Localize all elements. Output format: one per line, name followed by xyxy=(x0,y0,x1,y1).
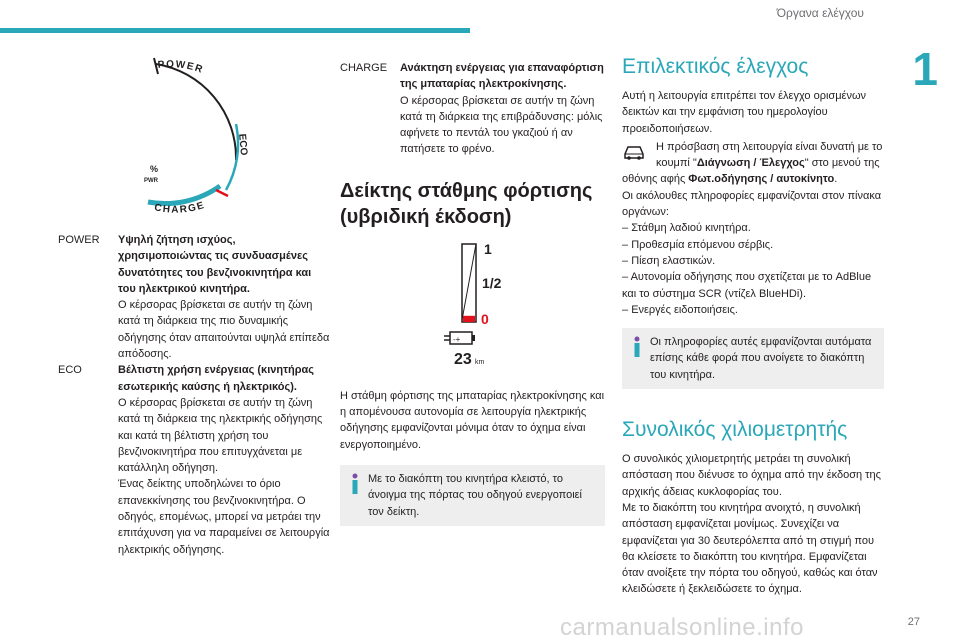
range-unit: km xyxy=(475,358,485,366)
charge-label-half: 1/2 xyxy=(482,274,502,291)
access-menu-name: Φωτ.οδήγησης / αυτοκίνητο xyxy=(688,173,835,186)
svg-text:POWER xyxy=(157,59,205,76)
range-value: 23 xyxy=(454,350,472,368)
list-item: – Πίεση ελαστικών. xyxy=(622,254,716,267)
mode-power xyxy=(58,232,330,362)
info-icon xyxy=(348,473,362,495)
gauge-label-percent: % xyxy=(150,164,159,174)
charge-zone-arc xyxy=(148,186,220,204)
gauge-needle xyxy=(216,190,228,196)
charge-level-fill xyxy=(463,316,475,322)
self-check-info-box xyxy=(622,328,884,389)
self-check-access xyxy=(622,139,884,188)
mode-key: POWER xyxy=(58,234,100,246)
list-item: – Προθεσμία επόμενου σέρβις. xyxy=(622,238,774,251)
gauge-label-power: POWER xyxy=(157,59,206,76)
list-item: – Αυτονομία οδήγησης που σχετίζεται με το AdBlue και το σύστημα SCR (ντίζελ BlueHDi). xyxy=(622,271,872,300)
self-check-list xyxy=(622,220,884,318)
mode-text: Ο κέρσορας βρίσκεται σε αυτήν τη ζώνη κατά τη διάρκεια της επιβράδυνσης: μόλις αφήνετε το πεντάλ του γκαζιού ή αν πατήσετε το φρένο. xyxy=(400,94,603,156)
access-text-pre: Η πρόσβαση στη λειτουργία είναι δυνατή με το κουμπί " xyxy=(656,140,883,170)
mode-title: Ανάκτηση ενέργειας για επαναφόρτιση της μπαταρίας ηλεκτροκίνησης. xyxy=(400,62,604,91)
charge-label-empty: 0 xyxy=(481,310,489,327)
odometer-text-1: Ο συνολικός χιλιομετρητής μετράει τη συνολική απόσταση που διένυσε το όχημα από την έκδοση της αρχικής άδειας κυκλοφορίας του. xyxy=(622,453,881,498)
access-text-end: . xyxy=(834,173,838,186)
header-accent-bar xyxy=(0,28,470,33)
watermark-text: carmanualsonline.info xyxy=(560,614,804,641)
gauge-label-pwr: PWR xyxy=(144,178,158,184)
charge-level-illustration xyxy=(340,240,605,368)
power-zone-arc xyxy=(156,64,236,160)
mode-key: ECO xyxy=(58,364,82,377)
odometer-heading: Συνολικός χιλιομετρητής xyxy=(622,418,848,442)
gauge-label-charge: CHARGE xyxy=(153,199,207,216)
page-number: 27 xyxy=(907,616,920,628)
car-icon xyxy=(622,143,646,161)
mode-title: Βέλτιστη χρήση ενέργειας (κινητήρας εσωτερικής καύσης ή ηλεκτρικός). xyxy=(118,364,315,393)
mode-text: Ο κέρσορας βρίσκεται σε αυτήν τη ζώνη κατά τη διάρκεια της ηλεκτρικής οδήγησης και κατά τη βέλτιστη χρήση του βενζινοκινητήρα που επιτυγχάνεται με κατάλληλη οδήγηση. xyxy=(118,396,323,475)
list-item: – Στάθμη λαδιού κινητήρα. xyxy=(622,222,751,235)
list-item: – Ενεργές ειδοποιήσεις. xyxy=(622,303,738,316)
mode-key: CHARGE xyxy=(340,62,388,74)
battery-plug-icon xyxy=(444,332,475,344)
chapter-number: 1 xyxy=(912,43,938,95)
mode-definitions-left xyxy=(58,232,330,558)
mode-title: Υψηλή ζήτηση ισχύος, χρησιμοποιώντας τις συνδυασμένες δυνατότητες του βενζινοκινητήρα και του ηλεκτρικού κινητήρα. xyxy=(118,234,312,295)
mode-charge xyxy=(340,60,605,158)
info-text: Με το διακόπτη του κινητήρα κλειστό, το άνοιγμα της πόρτας του οδηγού ενεργοποιεί τον δείκτη. xyxy=(368,472,583,518)
charge-indicator-description: Η στάθμη φόρτισης της μπαταρίας ηλεκτροκίνησης και η απομένουσα αυτονομία σε λειτουργία ηλεκτρικής οδήγησης εμφανίζονται μόνιμα όταν το όχημα είναι ενεργοποιημένο. xyxy=(340,389,605,451)
column-middle xyxy=(340,60,605,526)
charge-level-gauge xyxy=(340,240,605,368)
self-check-list-intro: Οι ακόλουθες πληροφορίες εμφανίζονται στον πίνακα οργάνων: xyxy=(622,189,882,219)
charge-indicator-heading: Δείκτης στάθμης φόρτισης (υβριδική έκδοση) xyxy=(340,179,593,228)
mode-eco xyxy=(58,362,330,558)
svg-text:-+: -+ xyxy=(453,334,461,344)
mode-text: Ο κέρσορας βρίσκεται σε αυτήν τη ζώνη κατά τη διάρκεια της πιο δυναμικής οδήγησης όταν απαιτούνται υψηλά επίπεδα απόδοσης. xyxy=(118,299,330,361)
charge-label-full: 1 xyxy=(484,240,492,257)
gauge-label-eco: ECO xyxy=(236,133,249,156)
column-right xyxy=(622,54,884,598)
charge-indicator-info-box xyxy=(340,465,605,526)
power-meter-gauge xyxy=(118,50,268,222)
access-menu-button: Διάγνωση / Έλεγχος xyxy=(696,157,805,170)
mode-text-2: Ένας δείκτης υποδηλώνει το όριο επανεκκίνησης του βενζινοκινητήρα. Ο οδηγός, επομένως, μπορεί να μετράει την επιτάχυνση για να παραμείνει σε λειτουργία ηλεκτρικής οδήγησης. xyxy=(118,478,330,556)
info-text: Οι πληροφορίες αυτές εμφανίζονται αυτόματα επίσης κάθε φορά που ανοίγετε το διακόπτη του κινητήρα. xyxy=(650,336,872,381)
self-check-heading: Επιλεκτικός έλεγχος xyxy=(622,55,809,78)
odometer-text-2: Με το διακόπτη του κινητήρα ανοιχτό, η συνολική απόσταση εμφανίζεται μονίμως. Συνεχίζει να εμφανίζεται για 30 δευτερόλεπτα από τη στιγμή που θα κλείσετε το διακόπτη του κινητήρα. Εμφανίζεται όταν ανοίξετε την πόρτα του οδηγού, καθώς και όταν κλειδώσετε ή ξεκλειδώσετε το όχημα. xyxy=(622,501,878,596)
self-check-intro: Αυτή η λειτουργία επιτρέπει τον έλεγχο ορισμένων δεικτών και την εμφάνιση του ημερολογίου προειδοποιήσεων. xyxy=(622,90,867,135)
info-icon xyxy=(630,336,644,358)
section-title: Όργανα ελέγχου xyxy=(776,6,864,20)
access-text-mid: " στο μενού της οθόνης αφής xyxy=(622,157,880,186)
